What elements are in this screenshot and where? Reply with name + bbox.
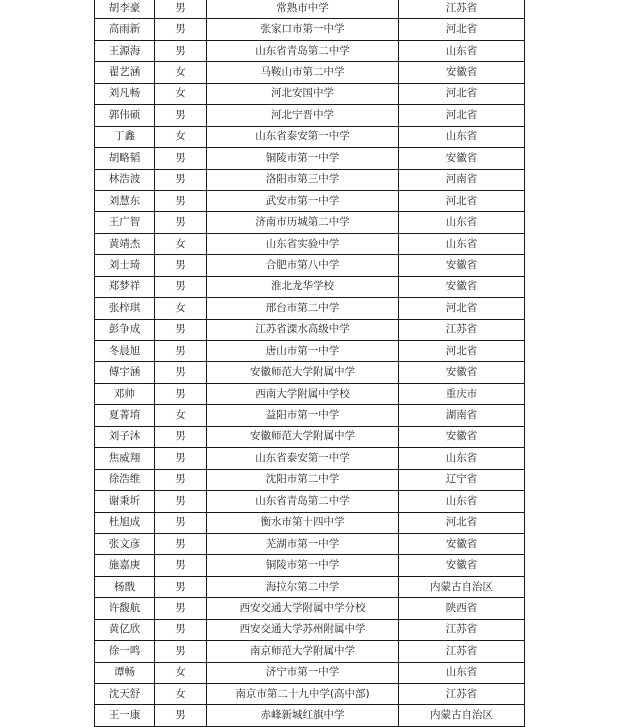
province-cell: 江苏省 (399, 641, 525, 662)
table-row (95, 512, 525, 533)
student-name-cell: 郭伟硕 (95, 105, 155, 126)
province-cell: 重庆市 (399, 383, 525, 404)
table-row (95, 83, 525, 104)
school-cell: 河北安国中学 (207, 83, 399, 104)
student-name-cell: 张梓琪 (95, 298, 155, 319)
table-row (95, 319, 525, 340)
gender-cell: 男 (155, 555, 207, 576)
province-cell: 山东省 (399, 212, 525, 233)
school-cell: 张家口市第一中学 (207, 19, 399, 40)
school-cell: 山东省实验中学 (207, 233, 399, 254)
gender-cell: 女 (155, 684, 207, 705)
gender-cell: 女 (155, 405, 207, 426)
gender-cell: 男 (155, 619, 207, 640)
school-cell: 合肥市第八中学 (207, 255, 399, 276)
student-name-cell: 杨戬 (95, 576, 155, 597)
province-cell: 安徽省 (399, 62, 525, 83)
student-name-cell: 刘凡畅 (95, 83, 155, 104)
student-name-cell: 翟艺涵 (95, 62, 155, 83)
province-cell: 河北省 (399, 190, 525, 211)
province-cell: 河北省 (399, 83, 525, 104)
school-cell: 海拉尔第二中学 (207, 576, 399, 597)
gender-cell: 男 (155, 426, 207, 447)
table-row (95, 190, 525, 211)
gender-cell: 男 (155, 169, 207, 190)
school-cell: 安徽师范大学附属中学 (207, 362, 399, 383)
table-row (95, 341, 525, 362)
school-cell: 邢台市第二中学 (207, 298, 399, 319)
student-name-cell: 胡略韬 (95, 148, 155, 169)
gender-cell: 男 (155, 276, 207, 297)
table-row (95, 0, 525, 19)
gender-cell: 男 (155, 641, 207, 662)
school-cell: 铜陵市第一中学 (207, 148, 399, 169)
school-cell: 河北宁晋中学 (207, 105, 399, 126)
student-name-cell: 林浩波 (95, 169, 155, 190)
gender-cell: 女 (155, 62, 207, 83)
student-name-cell: 黄亿欣 (95, 619, 155, 640)
student-name-cell: 刘子沐 (95, 426, 155, 447)
province-cell: 江苏省 (399, 0, 525, 19)
school-cell: 山东省泰安第一中学 (207, 448, 399, 469)
table-row (95, 641, 525, 662)
table-row (95, 126, 525, 147)
student-name-cell: 夏菁堉 (95, 405, 155, 426)
table-row (95, 662, 525, 683)
table-row (95, 362, 525, 383)
student-name-cell: 施嘉庚 (95, 555, 155, 576)
gender-cell: 男 (155, 598, 207, 619)
student-name-cell: 邓帅 (95, 383, 155, 404)
gender-cell: 男 (155, 190, 207, 211)
school-cell: 山东省青岛第二中学 (207, 491, 399, 512)
gender-cell: 女 (155, 233, 207, 254)
gender-cell: 男 (155, 212, 207, 233)
table-row (95, 598, 525, 619)
student-name-cell: 彭争成 (95, 319, 155, 340)
school-cell: 淮北龙华学校 (207, 276, 399, 297)
table-row (95, 62, 525, 83)
province-cell: 辽宁省 (399, 469, 525, 490)
table-row (95, 555, 525, 576)
school-cell: 常熟市中学 (207, 0, 399, 19)
school-cell: 武安市第一中学 (207, 190, 399, 211)
table-row (95, 276, 525, 297)
school-cell: 洛阳市第三中学 (207, 169, 399, 190)
table-row (95, 576, 525, 597)
student-name-cell: 冬晨旭 (95, 341, 155, 362)
table-row (95, 169, 525, 190)
student-name-cell: 杜旭成 (95, 512, 155, 533)
student-roster-table (94, 0, 525, 727)
province-cell: 安徽省 (399, 276, 525, 297)
table-row (95, 19, 525, 40)
student-name-cell: 王一康 (95, 705, 155, 726)
province-cell: 安徽省 (399, 362, 525, 383)
student-name-cell: 沈天舒 (95, 684, 155, 705)
student-name-cell: 谢秉圻 (95, 491, 155, 512)
province-cell: 山东省 (399, 126, 525, 147)
table-row (95, 448, 525, 469)
province-cell: 江苏省 (399, 619, 525, 640)
province-cell: 山东省 (399, 233, 525, 254)
student-name-cell: 郑梦祥 (95, 276, 155, 297)
school-cell: 唐山市第一中学 (207, 341, 399, 362)
table-row (95, 233, 525, 254)
gender-cell: 男 (155, 705, 207, 726)
gender-cell: 男 (155, 469, 207, 490)
table-row (95, 255, 525, 276)
province-cell: 陕西省 (399, 598, 525, 619)
school-cell: 马鞍山市第二中学 (207, 62, 399, 83)
table-row (95, 684, 525, 705)
student-name-cell: 徐一鸣 (95, 641, 155, 662)
school-cell: 济南市历城第二中学 (207, 212, 399, 233)
school-cell: 西安交通大学苏州附属中学 (207, 619, 399, 640)
table-row (95, 491, 525, 512)
school-cell: 济宁市第一中学 (207, 662, 399, 683)
table-row (95, 705, 525, 726)
province-cell: 安徽省 (399, 555, 525, 576)
province-cell: 安徽省 (399, 426, 525, 447)
school-cell: 赤峰新城红旗中学 (207, 705, 399, 726)
school-cell: 南京市第二十九中学(高中部) (207, 684, 399, 705)
province-cell: 山东省 (399, 491, 525, 512)
province-cell: 安徽省 (399, 533, 525, 554)
province-cell: 河北省 (399, 19, 525, 40)
province-cell: 湖南省 (399, 405, 525, 426)
student-name-cell: 谭畅 (95, 662, 155, 683)
province-cell: 河南省 (399, 169, 525, 190)
gender-cell: 男 (155, 533, 207, 554)
gender-cell: 男 (155, 105, 207, 126)
province-cell: 江苏省 (399, 319, 525, 340)
table-row (95, 469, 525, 490)
table-row (95, 212, 525, 233)
school-cell: 益阳市第一中学 (207, 405, 399, 426)
student-name-cell: 黄靖杰 (95, 233, 155, 254)
gender-cell: 男 (155, 383, 207, 404)
province-cell: 河北省 (399, 298, 525, 319)
student-name-cell: 王源海 (95, 40, 155, 61)
province-cell: 内蒙古自治区 (399, 705, 525, 726)
school-cell: 芜湖市第一中学 (207, 533, 399, 554)
gender-cell: 男 (155, 576, 207, 597)
student-name-cell: 刘士琦 (95, 255, 155, 276)
student-name-cell: 高雨新 (95, 19, 155, 40)
student-name-cell: 王广智 (95, 212, 155, 233)
table-row (95, 533, 525, 554)
gender-cell: 男 (155, 341, 207, 362)
gender-cell: 男 (155, 512, 207, 533)
school-cell: 安徽师范大学附属中学 (207, 426, 399, 447)
student-name-cell: 刘慧东 (95, 190, 155, 211)
province-cell: 江苏省 (399, 684, 525, 705)
table-row (95, 148, 525, 169)
student-name-cell: 张文彦 (95, 533, 155, 554)
school-cell: 江苏省溧水高级中学 (207, 319, 399, 340)
table-row (95, 105, 525, 126)
gender-cell: 男 (155, 255, 207, 276)
province-cell: 山东省 (399, 40, 525, 61)
school-cell: 西安交通大学附属中学分校 (207, 598, 399, 619)
school-cell: 山东省青岛第二中学 (207, 40, 399, 61)
gender-cell: 男 (155, 319, 207, 340)
gender-cell: 男 (155, 491, 207, 512)
table-row (95, 426, 525, 447)
gender-cell: 女 (155, 662, 207, 683)
student-name-cell: 胡李豪 (95, 0, 155, 19)
province-cell: 内蒙古自治区 (399, 576, 525, 597)
province-cell: 安徽省 (399, 255, 525, 276)
province-cell: 河北省 (399, 341, 525, 362)
table-row (95, 298, 525, 319)
province-cell: 安徽省 (399, 148, 525, 169)
student-name-cell: 丁鑫 (95, 126, 155, 147)
student-name-cell: 焦威翔 (95, 448, 155, 469)
student-name-cell: 许馥航 (95, 598, 155, 619)
table-row (95, 405, 525, 426)
student-name-cell: 徐浩维 (95, 469, 155, 490)
gender-cell: 女 (155, 298, 207, 319)
province-cell: 山东省 (399, 662, 525, 683)
school-cell: 沈阳市第二中学 (207, 469, 399, 490)
roster-body (95, 0, 525, 726)
school-cell: 西南大学附属中学校 (207, 383, 399, 404)
gender-cell: 男 (155, 19, 207, 40)
province-cell: 山东省 (399, 448, 525, 469)
gender-cell: 女 (155, 126, 207, 147)
school-cell: 衡水市第十四中学 (207, 512, 399, 533)
gender-cell: 男 (155, 362, 207, 383)
table-row (95, 619, 525, 640)
gender-cell: 男 (155, 0, 207, 19)
province-cell: 河北省 (399, 512, 525, 533)
school-cell: 铜陵市第一中学 (207, 555, 399, 576)
school-cell: 南京师范大学附属中学 (207, 641, 399, 662)
gender-cell: 男 (155, 40, 207, 61)
province-cell: 河北省 (399, 105, 525, 126)
gender-cell: 男 (155, 148, 207, 169)
gender-cell: 女 (155, 83, 207, 104)
table-row (95, 383, 525, 404)
school-cell: 山东省泰安第一中学 (207, 126, 399, 147)
student-name-cell: 傅宇涵 (95, 362, 155, 383)
gender-cell: 男 (155, 448, 207, 469)
table-row (95, 40, 525, 61)
